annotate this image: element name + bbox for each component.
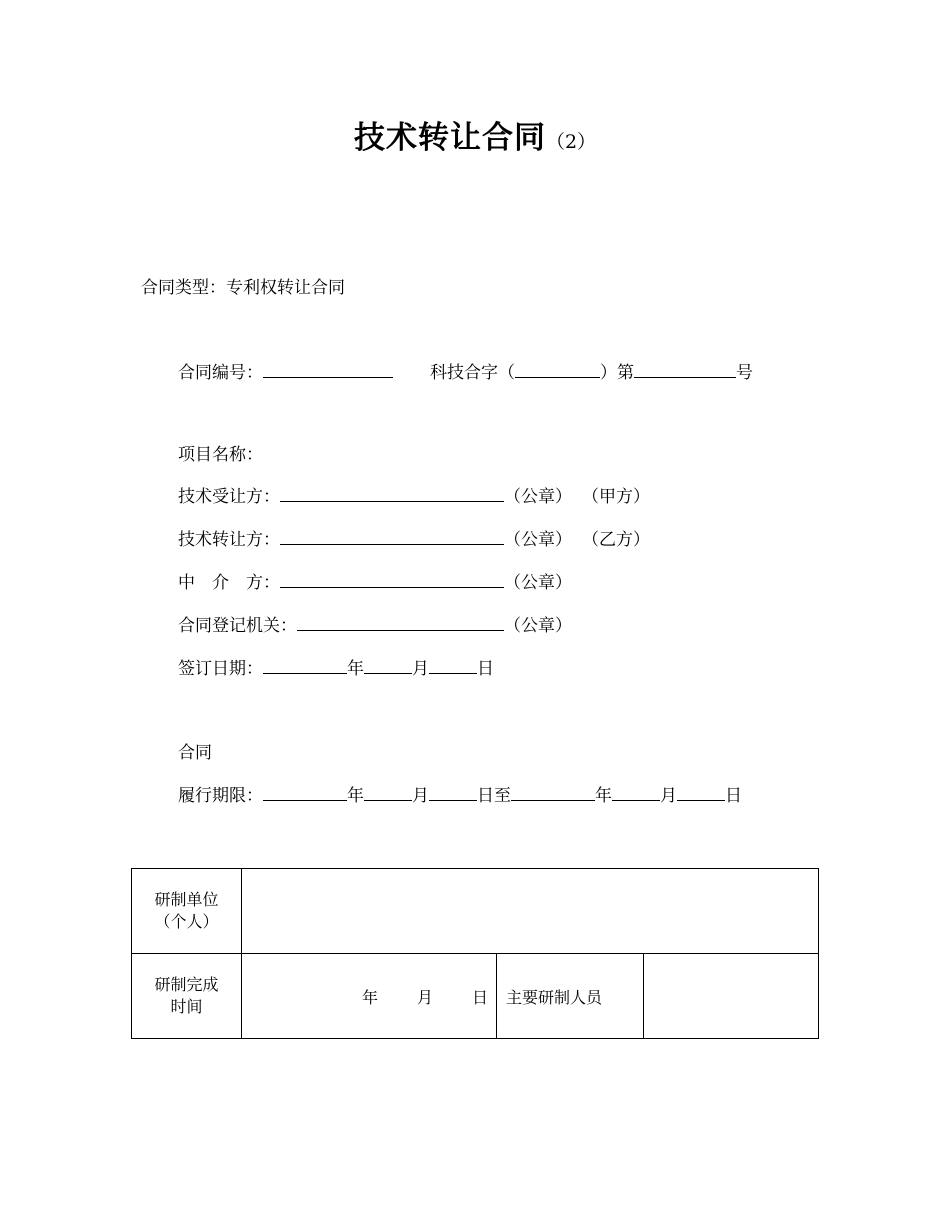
research-info-table	[131, 868, 819, 1039]
sign-month-field[interactable]	[364, 657, 412, 674]
party-label: 技术受让方：	[178, 487, 280, 507]
role-text: （乙方）	[582, 530, 650, 550]
term-line	[178, 784, 742, 808]
month-text: 月	[412, 659, 429, 679]
contract-number-suffix: 号	[736, 363, 753, 383]
intermediary-field[interactable]	[280, 571, 504, 588]
term-end-month-field[interactable]	[612, 784, 660, 801]
unit-label-line2: （个人）	[154, 912, 219, 931]
table-row	[132, 954, 819, 1039]
contract-number-middle: ）第	[600, 363, 634, 383]
party-line-transferor	[178, 528, 650, 552]
personnel-label-cell: 主要研制人员	[497, 954, 644, 1039]
party-label: 技术转让方：	[178, 530, 280, 550]
sign-date-label: 签订日期：	[178, 659, 263, 679]
registry-field[interactable]	[297, 614, 504, 631]
party-line-transferee	[178, 485, 650, 509]
date-year-text: 年	[361, 987, 378, 1007]
month-text: 月	[412, 786, 429, 806]
time-label-line2: 时间	[170, 997, 203, 1016]
contract-number-seq-field[interactable]	[634, 361, 736, 378]
sign-day-field[interactable]	[429, 657, 477, 674]
party-label: 合同登记机关：	[178, 616, 297, 636]
transferor-field[interactable]	[280, 528, 504, 545]
year-text: 年	[595, 786, 612, 806]
seal-text: （公章）	[504, 616, 572, 636]
personnel-value-cell[interactable]	[644, 954, 819, 1039]
document-title	[0, 112, 950, 157]
role-text: （甲方）	[582, 487, 650, 507]
time-label-cell	[132, 954, 242, 1039]
unit-label-cell	[132, 869, 242, 954]
year-text: 年	[347, 659, 364, 679]
party-line-registry	[178, 614, 572, 638]
unit-label-line1: 研制单位	[154, 890, 219, 909]
table-row	[132, 869, 819, 954]
title-sub: （2）	[545, 131, 597, 153]
contract-number-prefix: 科技合字（	[430, 363, 515, 383]
contract-number-label: 合同编号：	[178, 363, 263, 383]
day-text: 日	[725, 786, 742, 806]
seal-text: （公章）	[504, 530, 572, 550]
term-end-day-field[interactable]	[677, 784, 725, 801]
contract-number-code-field[interactable]	[515, 361, 600, 378]
sign-date-line	[178, 657, 494, 681]
unit-value-cell[interactable]	[242, 869, 819, 954]
seal-text: （公章）	[504, 487, 572, 507]
title-main: 技术转让合同	[353, 120, 546, 156]
contract-number-field[interactable]	[263, 361, 393, 378]
transferee-field[interactable]	[280, 485, 504, 502]
term-start-year-field[interactable]	[263, 784, 347, 801]
date-month-text: 月	[416, 987, 433, 1007]
contract-number-line	[178, 361, 753, 385]
time-label-line1: 研制完成	[154, 975, 219, 994]
day-text: 日	[477, 659, 494, 679]
completion-date-cell[interactable]	[242, 954, 497, 1039]
term-heading: 合同	[178, 743, 212, 763]
seal-text: （公章）	[504, 573, 572, 593]
sign-year-field[interactable]	[263, 657, 347, 674]
project-name-label: 项目名称：	[178, 445, 263, 465]
year-text: 年	[347, 786, 364, 806]
contract-type: 合同类型：专利权转让合同	[141, 278, 345, 298]
date-day-text: 日	[471, 987, 488, 1007]
term-start-day-field[interactable]	[429, 784, 477, 801]
term-start-month-field[interactable]	[364, 784, 412, 801]
term-label: 履行期限：	[178, 786, 263, 806]
party-label: 中 介 方：	[178, 573, 280, 593]
term-end-year-field[interactable]	[511, 784, 595, 801]
party-line-intermediary	[178, 571, 572, 595]
month-text: 月	[660, 786, 677, 806]
day-to-text: 日至	[477, 786, 511, 806]
